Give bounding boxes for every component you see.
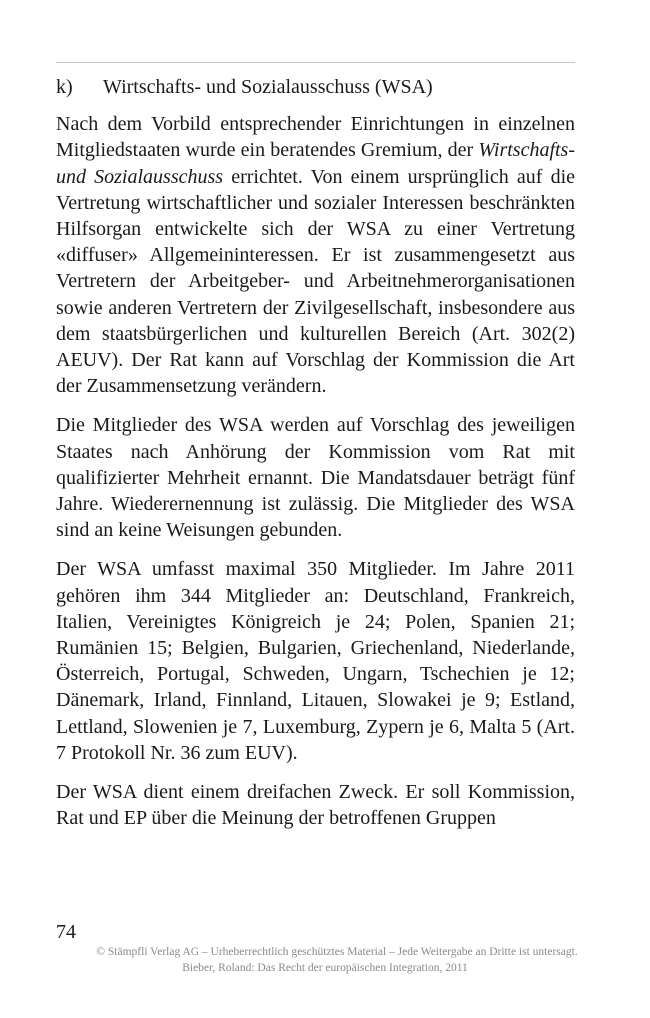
page-number: 74 — [56, 921, 76, 943]
section-heading — [56, 74, 575, 100]
copyright-notice: © Stämpfli Verlag AG – Urheberrechtlich geschütztes Material – Jede Weitergabe an Dritte ist untersagt. — [96, 946, 578, 958]
paragraph-1-start: Nach dem Vorbild entsprechender Einrichtungen in einzelnen Mitgliedstaaten wurde ein beratendes Gremium, der — [56, 113, 575, 162]
paragraph-1 — [56, 111, 575, 399]
paragraph-2: Die Mitglieder des WSA werden auf Vorschlag des jeweiligen Staates nach Anhörung der Kommission vom Rat mit qualifizierter Mehrheit ernannt. Die Mandatsdauer beträgt fünf Jahre. Wiederernennung ist zulässig. Die Mitglieder des WSA sind an keine Weisungen gebunden. — [56, 414, 575, 542]
paragraph-1-emphasis: Wirtschafts- und Sozialausschuss — [56, 139, 575, 188]
paragraph-4: Der WSA dient einem dreifachen Zweck. Er soll Kommission, Rat und EP über die Meinung der betroffenen Gruppen — [56, 781, 575, 830]
header-rule — [56, 62, 575, 63]
paragraph-3: Der WSA umfasst maximal 350 Mitglieder. Im Jahre 2011 gehören ihm 344 Mitglieder an: Deutschland, Frankreich, Italien, Vereinigtes Königreich je 24; Polen, Spanien 21; Rumänien 15; Belgien, Bulgarien, Griechenland, Niederlande, Österreich, Portugal, Schweden, Ungarn, Tschechien je 12; Dänemark, Irland, Finnland, Litauen, Slowakei je 9; Estland, Lettland, Slowenien je 7, Luxemburg, Zypern je 6, Malta 5 (Art. 7 Protokoll Nr. 36 zum EUV). — [56, 558, 575, 764]
source-citation: Bieber, Roland: Das Recht der europäischen Integration, 2011 — [182, 962, 468, 974]
paragraph-1-rest: errichtet. Von einem ursprünglich auf die Vertretung wirtschaftlicher und sozialer Interessen beschränkten Hilfsorgan entwickelte sich der WSA zu einer Vertretung «diffuser» Allgemeininteressen. Er ist zusammengesetzt aus Vertretern der Arbeitgeber- und Arbeitnehmerorganisationen sowie anderen Vertretern der Zivilgesellschaft, insbesondere aus dem staatsbürgerlichen und kulturellen Bereich (Art. 302(2) AEUV). Der Rat kann auf Vorschlag der Kommission die Art der Zusammensetzung verändern. — [56, 165, 576, 398]
section-marker: k) — [56, 76, 73, 98]
page-body — [56, 74, 575, 844]
section-title: Wirtschafts- und Sozialausschuss (WSA) — [103, 76, 433, 98]
